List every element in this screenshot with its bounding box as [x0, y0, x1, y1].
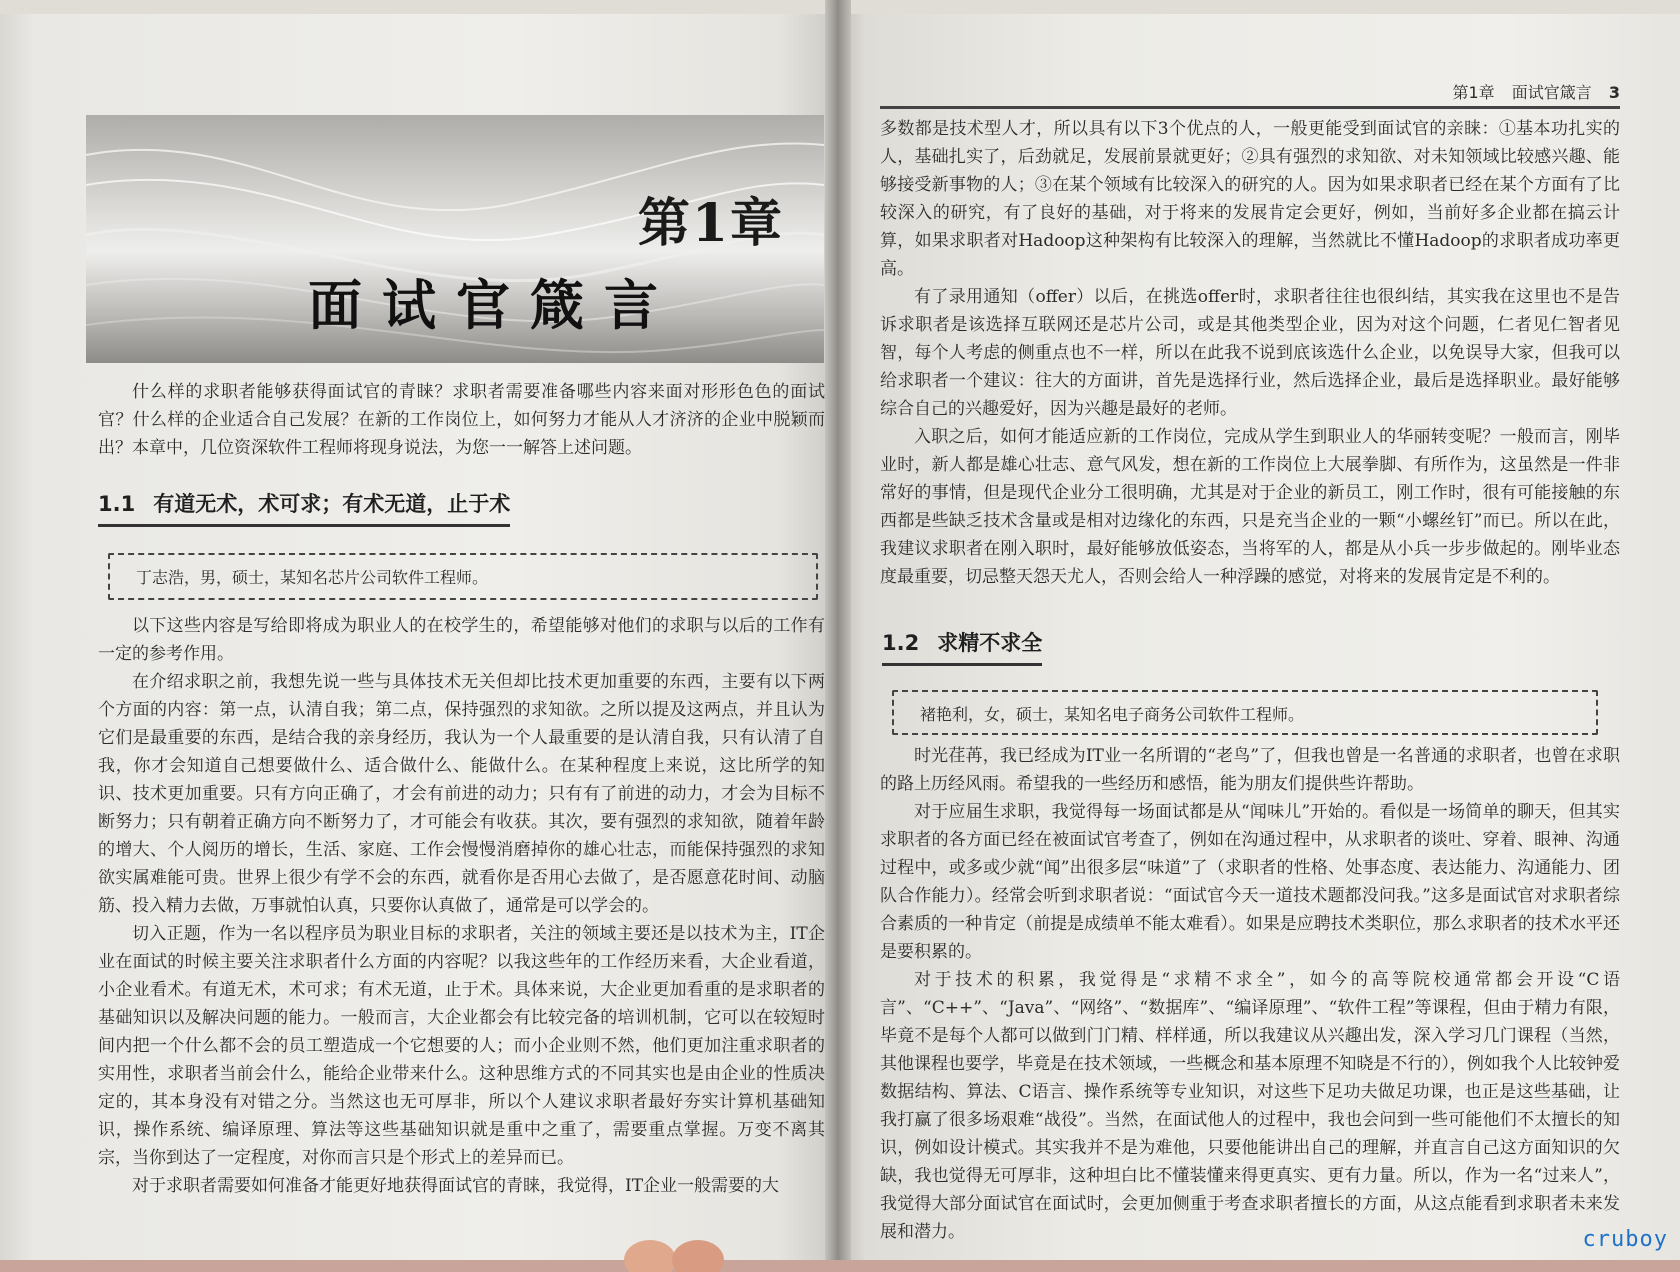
page-top-edge	[0, 0, 845, 14]
body-paragraph: 对于应届生求职，我觉得每一场面试都是从“闻味儿”开始的。看似是一场简单的聊天，但其实求职者的各方面已经在被面试官考查了，例如在沟通过程中，从求职者的谈吐、穿着、眼神、沟通过程中，或多或少就“闻”出很多层“味道”了（求职者的性格、处事态度、表达能力、沟通能力、团队合作能力）。经常会听到求职者说：“面试官今天一道技术题都没问我。”这多是面试官对求职者综合素质的一种肯定（前提是成绩单不能太难看）。如果是应聘技术类职位，那么求职者的技术水平还是要积累的。	[880, 802, 1620, 962]
body-paragraph: 在介绍求职之前，我想先说一些与具体技术无关但却比技术更加重要的东西，主要有以下两个方面的内容：第一点，认清自我；第二点，保持强烈的求知欲。之所以提及这两点，并且认为它们是最重要的东西，是结合我的亲身经历，我认为一个人最重要的是认清自我，只有认清了自我，你才会知道自己想要做什么、适合做什么、能做什么。在某种程度上来说，这比所学的知识、技术更加重要。只有方向正确了，才会有前进的动力；只有有了前进的动力，才会为目标不断努力；只有朝着正确方向不断努力了，才可能会有收获。其次，要有强烈的求知欲，随着年龄的增大、个人阅历的增长，生活、家庭、工作会慢慢消磨掉你的雄心壮志，而能保持强烈的求知欲实属难能可贵。世界上很少有学不会的东西，就看你是否用心去做了，是否愿意花时间、动脑筋、投入精力去做，万事就怕认真，只要你认真做了，通常是可以学会的。	[98, 672, 825, 916]
page-top-edge	[832, 0, 1680, 14]
body-paragraph: 对于求职者需要如何准备才能更好地获得面试官的青睐，我觉得，IT企业一般需要的大	[132, 1176, 780, 1196]
body-paragraph: 切入正题，作为一名以程序员为职业目标的求职者，关注的领域主要还是以技术为主，IT企业在面试的时候主要关注求职者什么方面的内容呢？以我这些年的工作经历来看，大企业看道，小企业看术。有道无术，术可求；有术无道，止于术。具体来说，大企业更加看重的是求职者的基础知识以及解决问题的能力。一般而言，大企业都会有比较完备的培训机制，它可以在较短时间内把一个什么都不会的员工塑造成一个它想要的人；而小企业则不然，他们更加注重求职者的实用性，求职者当前会什么，能给企业带来什么。这种思维方式的不同其实也是由企业的性质决定的，其本身没有对错之分。当然这也无可厚非，所以个人建议求职者最好夯实计算机基础知识，操作系统、编译原理、算法等这些基础知识就是重中之重了，需要重点掌握。万变不离其宗，当你到达了一定程度，对你而言只是个形式上的差异而已。	[98, 924, 825, 1168]
right-body-text-a	[880, 115, 1620, 591]
body-paragraph: 多数都是技术型人才，所以具有以下3个优点的人，一般更能受到面试官的亲睐：①基本功扎实的人，基础扎实了，后劲就足，发展前景就更好；②具有强烈的求知欲、对未知领域比较感兴趣、能够接受新事物的人；③在某个领域有比较深入的研究的人。因为如果求职者已经在某个方面有了比较深入的研究，有了良好的基础，对于将来的发展肯定会更好，例如，当前好多企业都在搞云计算，如果求职者对Hadoop这种架构有比较深入的理解，当然就比不懂Hadoop的求职者成功率更高。	[880, 119, 1620, 279]
chapter-label: 第1章	[637, 193, 784, 254]
section-number: 1.1	[98, 492, 136, 516]
author-info: 丁志浩，男，硕士，某知名芯片公司软件工程师。	[136, 568, 489, 587]
body-paragraph: 有了录用通知（offer）以后，在挑选offer时，求职者往往也很纠结，其实我在这里也不是告诉求职者是该选择互联网还是芯片公司，或是其他类型企业，因为对这个问题，仁者见仁智者见智，每个人考虑的侧重点也不一样，所以在此我不说到底该选什么企业，以免误导大家，但我可以给求职者一个建议：往大的方面讲，首先是选择行业，然后选择企业，最后是选择职业。最好能够综合自己的兴趣爱好，因为兴趣是最好的老师。	[880, 287, 1620, 419]
watermark: cruboy	[1582, 1227, 1668, 1252]
right-body-text-b	[880, 742, 1620, 1246]
page-number: 3	[1608, 83, 1620, 102]
section-heading-1-2	[882, 627, 1042, 666]
section-title: 求精不求全	[937, 631, 1043, 655]
author-info-box	[892, 690, 1598, 735]
body-paragraph: 对于技术的积累，我觉得是“求精不求全”，如今的高等院校通常都会开设“C语言”、“C++”、“Java”、“网络”、“数据库”、“编译原理”、“软件工程”等课程，但由于精力有限，毕竟不是每个人都可以做到门门精、样样通，所以我建议从兴趣出发，深入学习几门课程（当然，其他课程也要学，毕竟是在技术领域，一些概念和基本原理不知晓是不行的），例如我个人比较钟爱数据结构、算法、C语言、操作系统等专业知识，对这些下足功夫做足功课，也正是这些基础，让我打赢了很多场艰难“战役”。当然，在面试他人的过程中，我也会问到一些可能他们不太擅长的知识，例如设计模式。其实我并不是为难他，只要他能讲出自己的理解，并直言自己这方面知识的欠缺，我也觉得无可厚非，这种坦白比不懂装懂来得更真实、更有力量。所以，作为一名“过来人”，我觉得大部分面试官在面试时，会更加侧重于考查求职者擅长的方面，从这点能看到求职者未来发展和潜力。	[880, 970, 1620, 1242]
chapter-intro	[98, 378, 825, 462]
intro-paragraph: 什么样的求职者能够获得面试官的青睐？求职者需要准备哪些内容来面对形形色色的面试官？什么样的企业适合自己发展？在新的工作岗位上，如何努力才能从人才济济的企业中脱颖而出？本章中，几位资深软件工程师将现身说法，为您一一解答上述问题。	[98, 382, 825, 458]
chapter-title: 面试官箴言	[308, 273, 678, 337]
body-paragraph: 入职之后，如何才能适应新的工作岗位，完成从学生到职业人的华丽转变呢？一般而言，刚毕业时，新人都是雄心壮志、意气风发，想在新的工作岗位上大展拳脚、有所作为，这虽然是一件非常好的事情，但是现代企业分工很明确，尤其是对于企业的新员工，刚工作时，很有可能接触的东西都是些缺乏技术含量或是相对边缘化的东西，只是充当企业的一颗“小螺丝钉”而已。所以在此，我建议求职者在刚入职时，最好能够放低姿态，当将军的人，都是从小兵一步步做起的。刚毕业态度最重要，切忌整天怨天尤人，否则会给人一种浮躁的感觉，对将来的发展肯定是不利的。	[880, 427, 1620, 587]
left-body-text	[98, 612, 825, 1200]
author-info-box	[108, 553, 818, 600]
section-heading-1-1	[98, 488, 510, 527]
running-head-chapter: 第1章	[1452, 83, 1495, 102]
book-spine	[825, 0, 851, 1260]
running-head	[880, 80, 1620, 109]
running-head-title: 面试官箴言	[1511, 83, 1592, 102]
author-info: 褚艳利，女，硕士，某知名电子商务公司软件工程师。	[920, 705, 1305, 724]
body-paragraph: 以下这些内容是写给即将成为职业人的在校学生的，希望能够对他们的求职与以后的工作有一定的参考作用。	[98, 616, 825, 664]
fingertips-image	[620, 1232, 730, 1272]
body-paragraph: 时光荏苒，我已经成为IT业一名所谓的“老鸟”了，但我也曾是一名普通的求职者，也曾在求职的路上历经风雨。希望我的一些经历和感悟，能为朋友们提供些许帮助。	[880, 746, 1620, 794]
section-title: 有道无术，术可求；有术无道，止于术	[153, 492, 511, 516]
chapter-banner	[86, 115, 824, 363]
section-number: 1.2	[882, 631, 920, 655]
